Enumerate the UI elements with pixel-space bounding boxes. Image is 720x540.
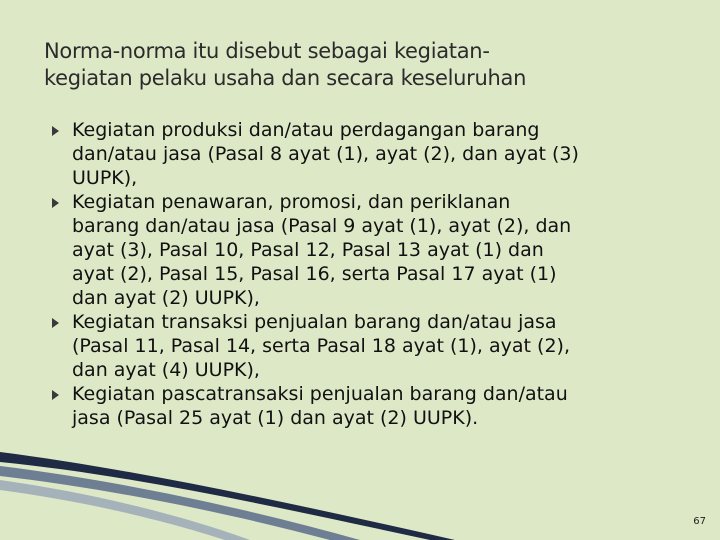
triangle-bullet-icon	[52, 390, 59, 400]
slide-title-line: kegiatan pelaku usaha dan secara keseluruhan	[44, 66, 527, 90]
bullet-line: Kegiatan pascatransaksi penjualan barang dan/atau	[72, 383, 568, 405]
bullet-line: ayat (3), Pasal 10, Pasal 12, Pasal 13 ayat (1) dan	[72, 239, 544, 261]
bullet-line: dan ayat (2) UUPK),	[72, 287, 260, 309]
bullet-list	[52, 118, 692, 430]
slide-title-line: Norma-norma itu disebut sebagai kegiatan-	[44, 39, 490, 63]
bullet-line: Kegiatan transaksi penjualan barang dan/atau jasa	[72, 311, 557, 333]
bullet-line: (Pasal 11, Pasal 14, serta Pasal 18 ayat (1), ayat (2),	[72, 335, 570, 357]
bullet-line: ayat (2), Pasal 15, Pasal 16, serta Pasal 17 ayat (1)	[72, 263, 557, 285]
bullet-line: UUPK),	[72, 167, 138, 189]
triangle-bullet-icon	[52, 126, 59, 136]
bullet-line: dan ayat (4) UUPK),	[72, 359, 260, 381]
bullet-line: Kegiatan penawaran, promosi, dan periklanan	[72, 191, 511, 213]
bullet-item	[52, 190, 692, 310]
bullet-line: barang dan/atau jasa (Pasal 9 ayat (1), ayat (2), dan	[72, 215, 572, 237]
bullet-line: Kegiatan produksi dan/atau perdagangan barang	[72, 119, 540, 141]
bullet-line: dan/atau jasa (Pasal 8 ayat (1), ayat (2), dan ayat (3)	[72, 143, 579, 165]
triangle-bullet-icon	[52, 318, 59, 328]
triangle-bullet-icon	[52, 198, 59, 208]
bullet-item	[52, 382, 692, 430]
bullet-item	[52, 310, 692, 382]
bullet-line: jasa (Pasal 25 ayat (1) dan ayat (2) UUPK).	[72, 407, 479, 429]
page-number: 67	[693, 516, 706, 527]
slide-title	[44, 38, 644, 92]
bullet-item	[52, 118, 692, 190]
